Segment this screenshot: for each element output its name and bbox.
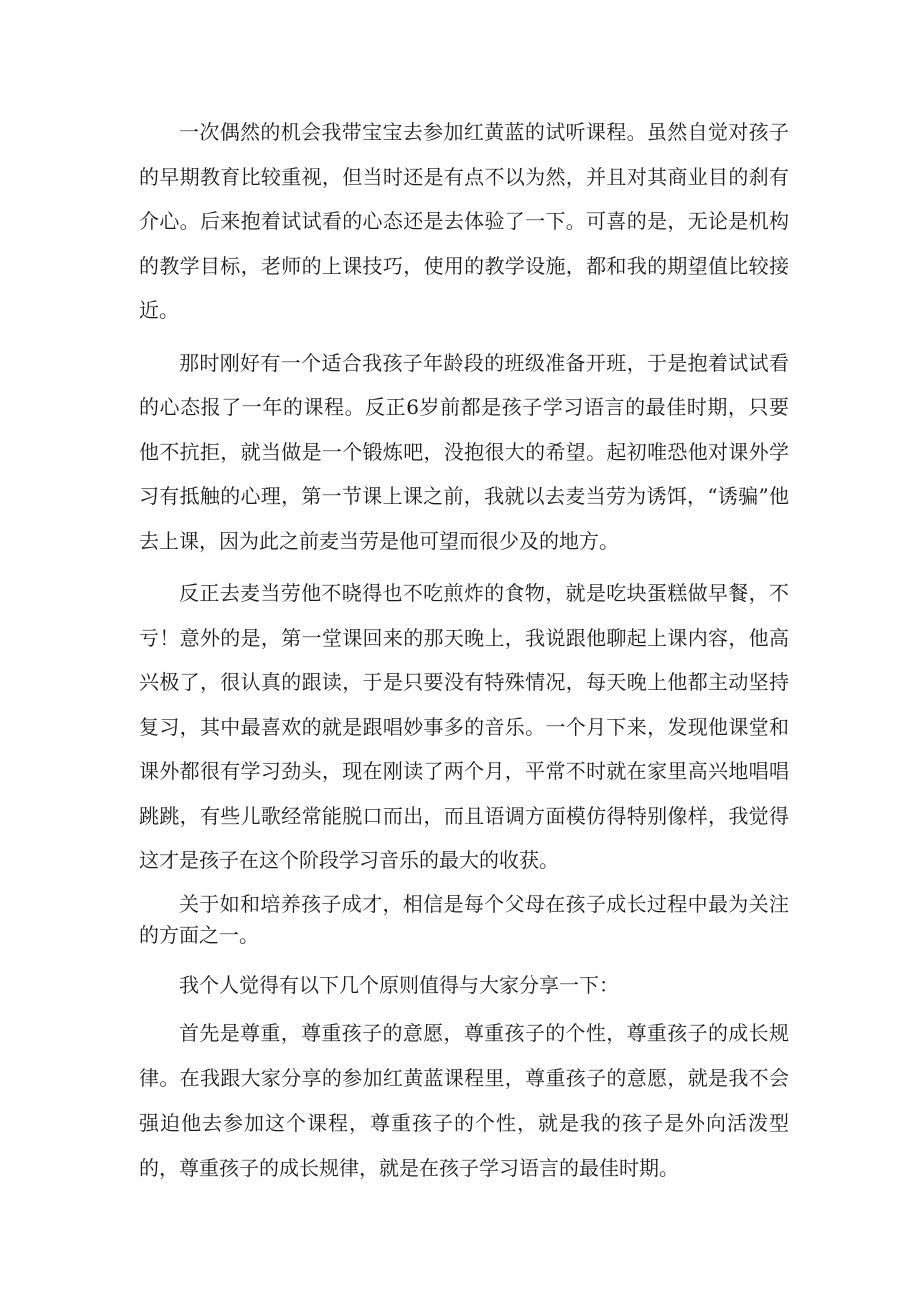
paragraph-trial-class: 一次偶然的机会我带宝宝去参加红黄蓝的试听课程。虽然自觉对孩子的早期教育比较重视，但当时还是有点不以为然，并且对其商业目的刹有介心。后来抱着试试看的心态还是去体验了一下。可喜的是，无论是机构的教学目标，老师的上课技巧，使用的教学设施，都和我的期望值比较接近。 (139, 120, 789, 322)
paragraph-enrollment: 那时刚好有一个适合我孩子年龄段的班级准备开班，于是抱着试试看的心态报了一年的课程。反正6岁前都是孩子学习语言的最佳时期，只要他不抗拒，就当做是一个锻炼吧，没抱很大的希望。起初唯恐他对课外学习有抵触的心理，第一节课上课之前，我就以去麦当劳为诱饵，“诱骗”他去上课，因为此之前麦当劳是他可望而很少及的地方。 (139, 350, 789, 553)
paragraph-parenting-focus: 关于如和培养孩子成才，相信是每个父母在孩子成长过程中最为关注的方面之一。 (139, 891, 789, 947)
paragraph-first-class: 反正去麦当劳他不晓得也不吃煎炸的食物，就是吃块蛋糕做早餐，不亏！意外的是，第一堂课回来的那天晚上，我说跟他聊起上课内容，他高兴极了，很认真的跟读，于是只要没有特殊情况，每天晚上他都主动坚持复习，其中最喜欢的就是跟唱妙事多的音乐。一个月下来，发现他课堂和课外都很有学习劲头，现在刚读了两个月，平常不时就在家里高兴地唱唱跳跳，有些儿歌经常能脱口而出，而且语调方面模仿得特别像样，我觉得这才是孩子在这个阶段学习音乐的最大的收获。 (139, 581, 789, 872)
paragraph-principles-intro: 我个人觉得有以下几个原则值得与大家分享一下： (179, 972, 619, 997)
article-body (139, 110, 789, 1191)
paragraph-respect: 首先是尊重，尊重孩子的意愿，尊重孩子的个性，尊重孩子的成长规律。在我跟大家分享的参加红黄蓝课程里，尊重孩子的意愿，就是我不会强迫他去参加这个课程，尊重孩子的个性，就是我的孩子是外向活泼型的，尊重孩子的成长规律，就是在孩子学习语言的最佳时期。 (139, 1020, 789, 1180)
